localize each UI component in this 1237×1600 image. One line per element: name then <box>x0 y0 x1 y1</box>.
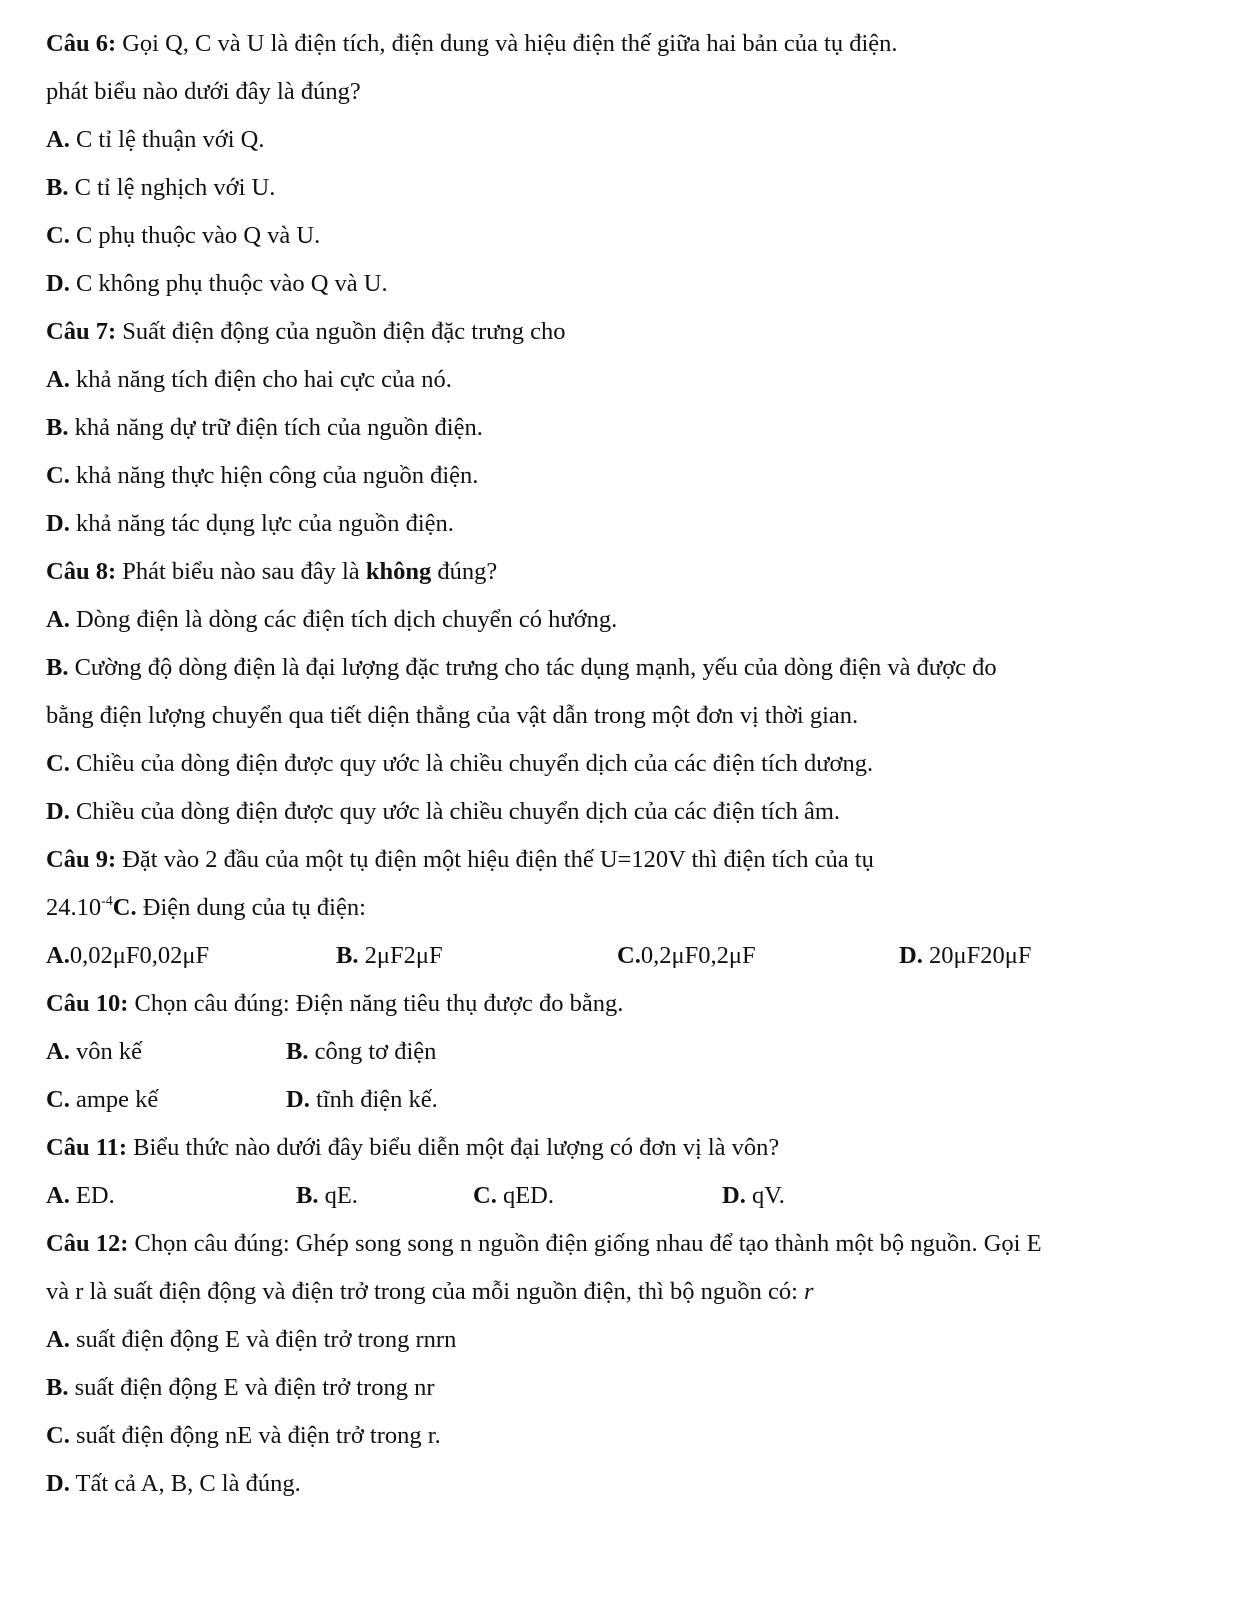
option-text: Chiều của dòng điện được quy ước là chiều chuyển dịch của các điện tích dương. <box>69 750 874 777</box>
option-text: ED. <box>69 1182 115 1209</box>
question-label: Câu 11: <box>46 1134 128 1161</box>
question-text: Chọn câu đúng: Điện năng tiêu thụ được đo bằng. <box>128 990 624 1017</box>
question-8-stem <box>46 556 1197 588</box>
option-text: C phụ thuộc vào Q và U. <box>69 222 321 249</box>
q12-option-b <box>46 1372 1197 1404</box>
q8-option-b-cont <box>46 700 1197 732</box>
q11-option-d <box>722 1180 785 1212</box>
option-text: suất điện động E và điện trở trong nr <box>68 1374 435 1401</box>
q7-option-a <box>46 364 1197 396</box>
option-key: D. <box>286 1086 310 1113</box>
q7-option-b <box>46 412 1197 444</box>
q9-option-d <box>899 940 1031 972</box>
option-text: khả năng dự trữ điện tích của nguồn điện. <box>68 414 483 441</box>
option-key: D. <box>46 270 70 297</box>
question-text: Biểu thức nào dưới đây biểu diễn một đại lượng có đơn vị là vôn? <box>127 1134 780 1161</box>
option-text: bằng điện lượng chuyển qua tiết diện thẳng của vật dẫn trong một đơn vị thời gian. <box>46 702 859 729</box>
q12-option-c <box>46 1420 1197 1452</box>
question-label: Câu 6: <box>46 30 117 57</box>
option-text: 2μF2μF <box>358 942 443 969</box>
exponent: -4 <box>101 894 113 909</box>
option-text: suất điện động E và điện trở trong rnrn <box>69 1326 457 1353</box>
option-key: C. <box>617 942 641 969</box>
option-key: C. <box>46 1086 70 1113</box>
option-key: A. <box>46 366 70 393</box>
option-key: D. <box>46 1470 70 1497</box>
option-key: B. <box>46 174 69 201</box>
q11-option-a <box>46 1180 115 1212</box>
option-key: B. <box>46 1374 69 1401</box>
q6-option-c <box>46 220 1197 252</box>
q8-option-a <box>46 604 1197 636</box>
option-text: 20μF20μF <box>922 942 1032 969</box>
question-11-stem <box>46 1132 1197 1164</box>
q6-option-b <box>46 172 1197 204</box>
option-key: C. <box>46 1422 70 1449</box>
option-key: B. <box>296 1182 319 1209</box>
option-key: A. <box>46 126 70 153</box>
option-text: tĩnh điện kế. <box>309 1086 438 1113</box>
option-key: B. <box>286 1038 309 1065</box>
option-key: C. <box>46 462 70 489</box>
option-text: qE. <box>318 1182 358 1209</box>
option-key: C. <box>46 750 70 777</box>
question-text: Phát biểu nào sau đây là <box>116 558 366 585</box>
option-text: Tất cả A, B, C là đúng. <box>69 1470 301 1497</box>
option-key: A. <box>46 1326 70 1353</box>
question-label: Câu 7: <box>46 318 117 345</box>
option-text: C không phụ thuộc vào Q và U. <box>69 270 388 297</box>
q6-option-d <box>46 268 1197 300</box>
option-key: A. <box>46 1182 70 1209</box>
option-text: qED. <box>496 1182 554 1209</box>
italic-symbol: r <box>804 1278 814 1305</box>
question-label: Câu 12: <box>46 1230 129 1257</box>
question-12-stem-cont <box>46 1276 1197 1308</box>
question-label: Câu 10: <box>46 990 129 1017</box>
question-7-stem <box>46 316 1197 348</box>
option-key: A. <box>46 606 70 633</box>
q8-option-b <box>46 652 1197 684</box>
question-emphasis: C. <box>112 894 137 921</box>
q9-option-b <box>336 940 443 972</box>
option-text: công tơ điện <box>308 1038 437 1065</box>
option-text: vôn kế <box>69 1038 142 1065</box>
question-6-stem-cont <box>46 76 1197 108</box>
question-6-stem <box>46 28 1197 60</box>
question-text: Đặt vào 2 đầu của một tụ điện một hiệu điện thế U=120V thì điện tích của tụ <box>116 846 874 873</box>
q10-option-c <box>46 1084 158 1116</box>
option-text: khả năng tác dụng lực của nguồn điện. <box>69 510 454 537</box>
q10-option-d <box>286 1084 438 1116</box>
q9-option-c <box>617 940 756 972</box>
q7-option-d <box>46 508 1197 540</box>
option-text: 0,2μF0,2μF <box>640 942 756 969</box>
option-text: C tỉ lệ nghịch với U. <box>68 174 276 201</box>
question-text: Chọn câu đúng: Ghép song song n nguồn điện giống nhau để tạo thành một bộ nguồn. Gọi E <box>128 1230 1042 1257</box>
q12-option-a <box>46 1324 1197 1356</box>
option-key: C. <box>473 1182 497 1209</box>
option-text: suất điện động nE và điện trở trong r. <box>69 1422 441 1449</box>
q10-option-b <box>286 1036 436 1068</box>
question-9-stem-cont <box>46 892 1197 924</box>
question-9-stem <box>46 844 1197 876</box>
option-text: Chiều của dòng điện được quy ước là chiều chuyển dịch của các điện tích âm. <box>69 798 841 825</box>
question-text: và r là suất điện động và điện trở trong của mỗi nguồn điện, thì bộ nguồn có: <box>46 1278 805 1305</box>
q8-option-d <box>46 796 1197 828</box>
option-key: B. <box>46 414 69 441</box>
option-key: A. <box>46 1038 70 1065</box>
question-label: Câu 9: <box>46 846 117 873</box>
q7-option-c <box>46 460 1197 492</box>
option-key: B. <box>46 654 69 681</box>
question-text: Gọi Q, C và U là điện tích, điện dung và hiệu điện thế giữa hai bản của tụ điện. <box>116 30 898 57</box>
q6-option-a <box>46 124 1197 156</box>
question-emphasis: không <box>365 558 432 585</box>
question-text: Suất điện động của nguồn điện đặc trưng cho <box>116 318 566 345</box>
q10-option-a <box>46 1036 142 1068</box>
q9-option-a <box>46 940 209 972</box>
question-text: Điện dung của tụ điện: <box>136 894 366 921</box>
option-key: D. <box>46 798 70 825</box>
option-key: D. <box>722 1182 746 1209</box>
q8-option-c <box>46 748 1197 780</box>
option-key: B. <box>336 942 359 969</box>
option-text: ampe kế <box>69 1086 159 1113</box>
question-12-stem <box>46 1228 1197 1260</box>
option-key: D. <box>46 510 70 537</box>
option-text: Dòng điện là dòng các điện tích dịch chuyển có hướng. <box>69 606 618 633</box>
option-text: khả năng thực hiện công của nguồn điện. <box>69 462 479 489</box>
option-key: D. <box>899 942 923 969</box>
q11-option-b <box>296 1180 358 1212</box>
option-text: khả năng tích điện cho hai cực của nó. <box>69 366 452 393</box>
option-text: 0,02μF0,02μF <box>69 942 210 969</box>
question-text: 24.10 <box>46 894 102 921</box>
q11-option-c <box>473 1180 554 1212</box>
q12-option-d <box>46 1468 1197 1500</box>
option-text: qV. <box>745 1182 785 1209</box>
option-text: Cường độ dòng điện là đại lượng đặc trưng cho tác dụng mạnh, yếu của dòng điện và được đo <box>68 654 997 681</box>
option-text: C tỉ lệ thuận với Q. <box>69 126 265 153</box>
option-key: C. <box>46 222 70 249</box>
option-key: A. <box>46 942 70 969</box>
question-label: Câu 8: <box>46 558 117 585</box>
question-text: phát biểu nào dưới đây là đúng? <box>46 78 361 105</box>
question-text: đúng? <box>431 558 498 585</box>
question-10-stem <box>46 988 1197 1020</box>
